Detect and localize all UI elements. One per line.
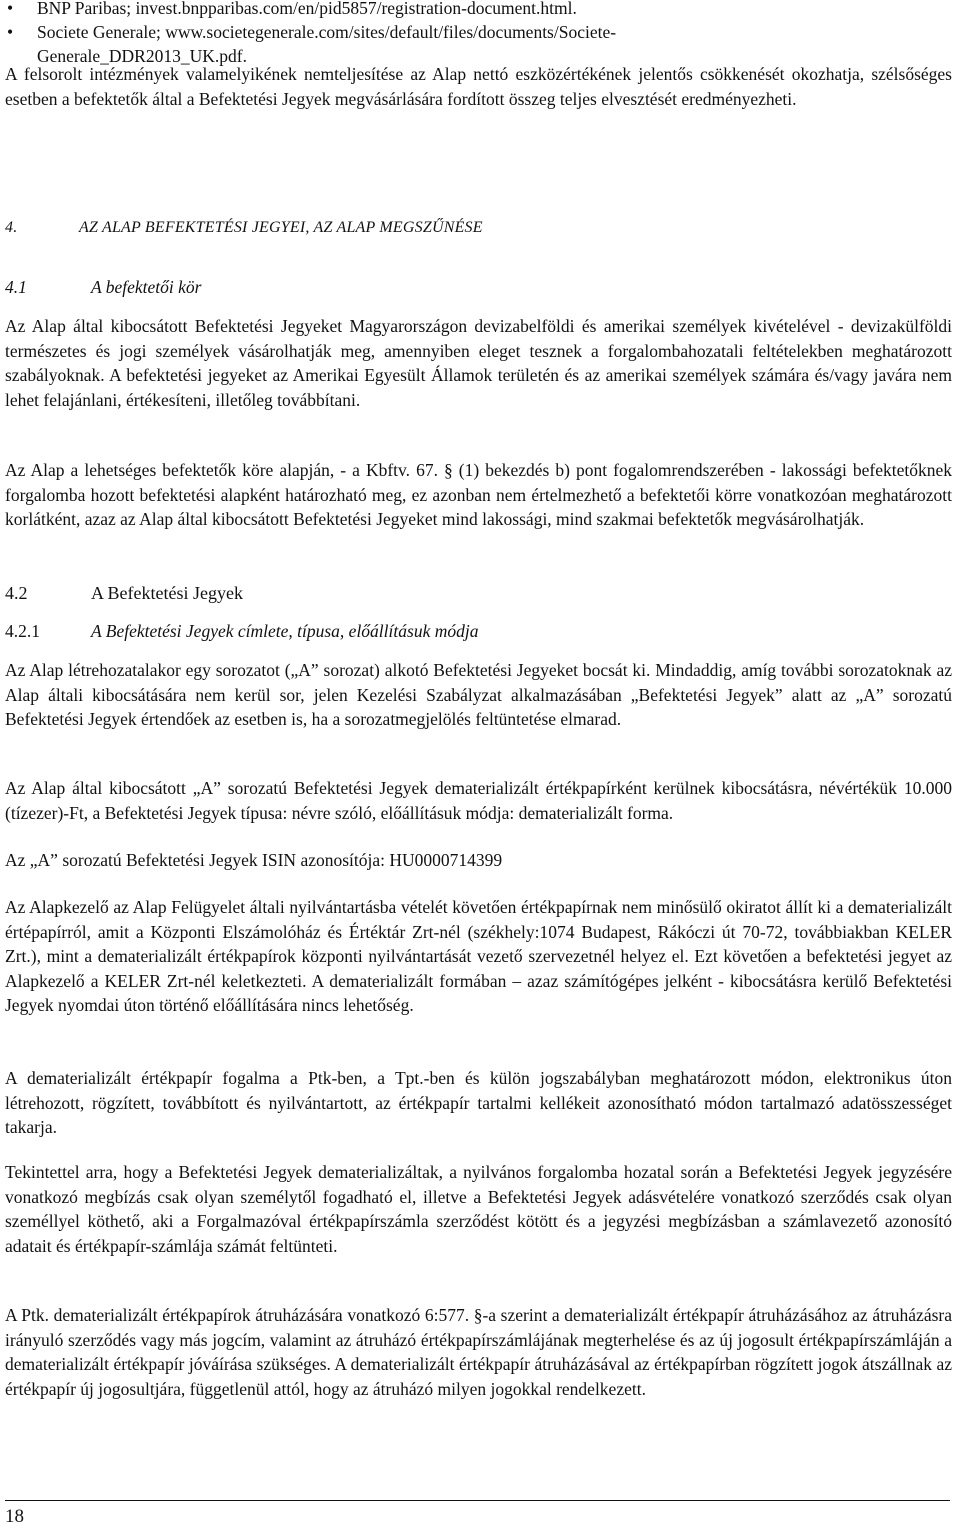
bullet-dot-icon: • <box>7 0 14 18</box>
section-4-1-heading <box>5 277 952 298</box>
intro-paragraph: A felsorolt intézmények valamelyikének nemteljesítése az Alap nettó eszközértékének jelentős csökkenését okozhatja, szélsőséges esetben a befektetők által a Befektetési Jegyek megvásárlására fordított összeg teljes elvesztését eredményezheti. <box>5 64 952 109</box>
bullet-text <box>37 20 952 68</box>
section-number: 4.1 <box>5 277 27 297</box>
paragraph: Az Alapkezelő az Alap Felügyelet általi nyilvántartásba vételét követően értékpapírnak nem minősülő okiratot állít ki a dematerializált értépapírról, amit a Központi Elszámolóház és Értéktár Zrt-nél (székhely:1074 Budapest, Rákóczi út 70-72, továbbiakban KELER Zrt.), mint a dematerializált értékpapírok központi nyilvántartását vezető szervezetnél helyez el. Ezt követően a befektetési jegyet az Alapkezelő a KELER Zrt-nél keletkezteti. A dematerializált formában – azaz számítógépes jelként - kibocsátásra kerülő Befektetési Jegyek nyomdai úton történő előállítására nincs lehetőség. <box>5 897 952 1015</box>
section-4-heading <box>5 219 952 237</box>
section-title: AZ ALAP BEFEKTETÉSI JEGYEI, AZ ALAP MEGSZŰNÉSE <box>79 219 483 236</box>
section-title: A Befektetési Jegyek címlete, típusa, előállításuk módja <box>91 621 479 641</box>
paragraph: Az Alap által kibocsátott „A” sorozatú Befektetési Jegyek dematerializált értékpapírként kerülnek kibocsátásra, névértékük 10.000 (tízezer)-Ft, a Befektetési Jegyek típusa: névre szóló, előállításuk módja: dematerializált forma. <box>5 778 952 823</box>
section-number: 4.2 <box>5 583 28 603</box>
bullet-line: Societe Generale; www.societegenerale.com/sites/default/files/documents/Societe- <box>37 22 617 42</box>
paragraph: Tekintettel arra, hogy a Befektetési Jegyek dematerializáltak, a nyilvános forgalomba hozatal során a Befektetési Jegyek jegyzésére vonatkozó megbízás csak olyan személytől fogadható el, illetve a Befektetési Jegyek adásvételére vonatkozó szerződés csak olyan személlyel köthető, aki a Forgalmazóval értékpapírszámla szerződést kötött és a jegyzési megbízásban a számlavezető azonosító adatait és értékpapír-számlája számát feltünteti. <box>5 1162 952 1256</box>
section-number: 4. <box>5 219 18 236</box>
section-title: A Befektetési Jegyek <box>91 583 243 603</box>
paragraph: Az Alap által kibocsátott Befektetési Jegyeket Magyarországon devizabelföldi és amerikai személyek kivételével - devizakülföldi természetes és jogi személyek vásárolhatják meg, amennyiben eleget tesznek a forgalombahozatali feltételekben meghatározott szabályoknak. A befektetési jegyeket az Amerikai Egyesült Államok területén és az amerikai személyek számára és/vagy javára nem lehet felajánlani, értékesíteni, illetőleg továbbítani. <box>5 316 952 410</box>
paragraph: A Ptk. dematerializált értékpapírok átruházására vonatkozó 6:577. §-a szerint a dematerializált értékpapír átruházásához az átruházásra irányuló szerződés vagy más jogcím, valamint az átruházó értékpapírszámlájának megterhelése és az új jogosult értékpapírszámláján a dematerializált értékpapír jóváírása szükséges. A dematerializált értékpapír átruházásával az értékpapírban rögzített jogok átszállnak az értékpapír új jogosultjára, függetlenül attól, hogy az átruházó milyen jogokkal rendelkezett. <box>5 1305 952 1399</box>
bullet-dot-icon: • <box>7 22 14 42</box>
bullet-text <box>37 0 952 20</box>
paragraph: Az Alap a lehetséges befektetők köre alapján, - a Kbftv. 67. § (1) bekezdés b) pont fogalomrendszerében - lakossági befektetőknek forgalomba hozott befektetési alapként határozható meg, ez azonban nem értelmezhető a befektetői körre vonatkozóan meghatározott korlátként, azaz az Alap által kibocsátott Befektetési Jegyeket mind lakossági, mind szakmai befektetők megvásárolhatják. <box>5 460 952 529</box>
footer-divider <box>5 1500 950 1501</box>
bullet-line-continued: Generale_DDR2013_UK.pdf. <box>37 46 247 66</box>
section-4-2-1-heading <box>5 621 952 642</box>
section-4-2-heading <box>5 583 952 604</box>
bullet-item <box>5 20 952 68</box>
paragraph: Az „A” sorozatú Befektetési Jegyek ISIN azonosítója: HU0000714399 <box>5 850 503 870</box>
section-title: A befektetői kör <box>91 277 202 297</box>
bullet-line: BNP Paribas; invest.bnpparibas.com/en/pid5857/registration-document.html. <box>37 0 577 18</box>
paragraph: Az Alap létrehozatalakor egy sorozatot („A” sorozat) alkotó Befektetési Jegyeket bocsát ki. Mindaddig, amíg további sorozatoknak az Alap általi kibocsátására nem kerül sor, jelen Kezelési Szabályzat alkalmazásában „Befektetési Jegyek” alatt az „A” sorozatú Befektetési Jegyek értendőek az esetben is, ha a sorozatmegjelölés feltüntetése elmarad. <box>5 660 952 729</box>
page-number: 18 <box>5 1506 24 1527</box>
bullet-item <box>5 0 952 20</box>
section-number: 4.2.1 <box>5 621 40 641</box>
reference-bullet-list <box>5 0 952 68</box>
paragraph: A dematerializált értékpapír fogalma a Ptk-ben, a Tpt.-ben és külön jogszabályban meghatározott módon, elektronikus úton létrehozott, rögzített, továbbított és nyilvántartott, az értékpapír tartalmi kellékeit azonosítható módon tartalmazó adatösszességet takarja. <box>5 1068 952 1137</box>
